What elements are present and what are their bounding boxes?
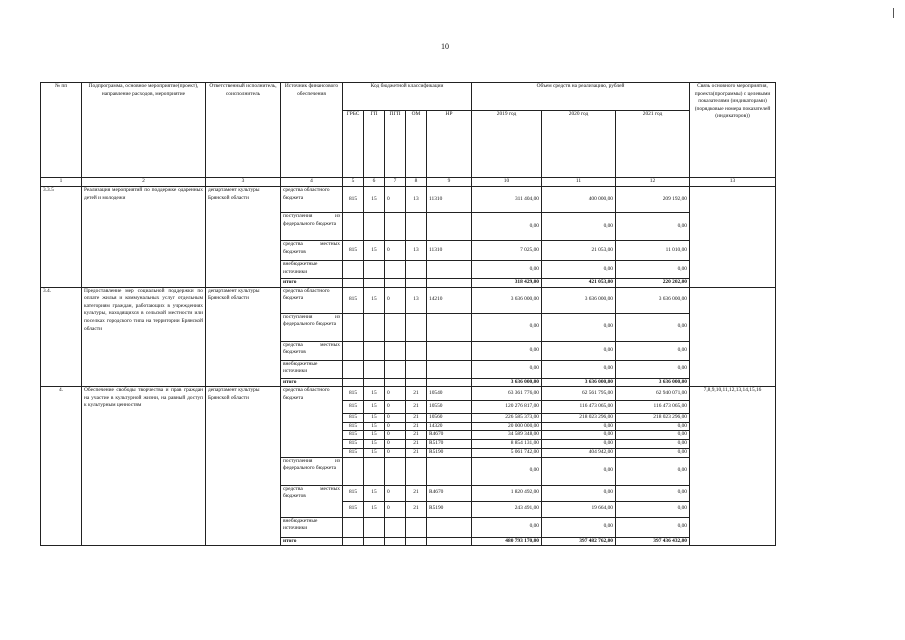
value-2020: 400 000,00 — [542, 187, 616, 213]
value-2020: 404 942,00 — [542, 448, 616, 457]
source-label: внебюджетные источники — [281, 261, 343, 279]
value-2020: 0,00 — [542, 360, 616, 378]
col-num: 11 — [542, 178, 616, 187]
header-2020: 2020 год — [542, 111, 616, 178]
value-2021: 11 010,00 — [616, 241, 690, 261]
total-2020: 421 053,00 — [542, 279, 616, 288]
value-2021: 0,00 — [616, 341, 690, 360]
value-2019: 3 636 000,00 — [472, 287, 542, 313]
row-title: Обеспечение свободы творчества и прав граждан на участие в культурной жизни, на равный доступ к культурным ценностям — [82, 387, 206, 546]
code-gp: 15 — [364, 387, 385, 401]
code-om: 21 — [406, 501, 427, 517]
code-grbs: 815 — [343, 439, 364, 448]
col-num: 1 — [41, 178, 82, 187]
code-pgp: 0 — [385, 485, 406, 501]
code-gp: 15 — [364, 485, 385, 501]
code-pgp: 0 — [385, 439, 406, 448]
code-om: 13 — [406, 187, 427, 213]
code-grbs: 815 — [343, 401, 364, 414]
value-2020: 21 053,00 — [542, 241, 616, 261]
code-om: 21 — [406, 485, 427, 501]
value-2021: 3 636 000,00 — [616, 287, 690, 313]
code-om: 21 — [406, 401, 427, 414]
row-link — [690, 187, 776, 288]
code-np: 10560 — [427, 414, 472, 423]
header-2019: 2019 год — [472, 111, 542, 178]
value-2020: 0,00 — [542, 422, 616, 431]
value-2019: 0,00 — [472, 457, 542, 485]
source-label: итого — [281, 279, 343, 288]
col-num: 10 — [472, 178, 542, 187]
col-num: 5 — [343, 178, 364, 187]
value-2021: 0,00 — [616, 448, 690, 457]
row-no: 3.4. — [41, 287, 82, 387]
code-pgp: 0 — [385, 448, 406, 457]
value-2020: 218 023 296,00 — [542, 414, 616, 423]
code-om: 21 — [406, 422, 427, 431]
col-num: 2 — [82, 178, 206, 187]
header-om: ОМ — [406, 111, 427, 178]
value-2020: 0,00 — [542, 341, 616, 360]
row-executor: департамент культуры Брянской области — [206, 287, 281, 387]
header-subprogram: Подпрограмма, основное мероприятие(проект), направление расходов, мероприятие — [82, 83, 206, 178]
col-num: 9 — [427, 178, 472, 187]
value-2019: 63 361 776,00 — [472, 387, 542, 401]
source-label: поступления из федерального бюджета — [281, 313, 343, 341]
source-label: итого — [281, 537, 343, 546]
value-2021: 0,00 — [616, 261, 690, 279]
value-2020: 0,00 — [542, 485, 616, 501]
code-om: 21 — [406, 414, 427, 423]
header-link: Связь основного мероприятия, проекта(программы) с целевыми показателями (индикаторами) (порядковые номера показателей (индикаторов)) — [690, 83, 776, 178]
value-2021: 0,00 — [616, 457, 690, 485]
code-grbs: 815 — [343, 485, 364, 501]
value-2020: 3 636 000,00 — [542, 287, 616, 313]
code-gp: 15 — [364, 287, 385, 313]
header-code-group: Код бюджетной классификации — [343, 83, 472, 111]
row-executor: департамент культуры Брянской области — [206, 387, 281, 546]
value-2019: 7 025,00 — [472, 241, 542, 261]
code-grbs: 815 — [343, 241, 364, 261]
total-2019: 318 429,00 — [472, 279, 542, 288]
row-no: 4. — [41, 387, 82, 546]
code-gp: 15 — [364, 439, 385, 448]
value-2021: 0,00 — [616, 313, 690, 341]
value-2020: 19 664,00 — [542, 501, 616, 517]
code-gp: 15 — [364, 401, 385, 414]
total-2020: 3 636 000,00 — [542, 378, 616, 387]
source-label: поступления из федерального бюджета — [281, 457, 343, 485]
header-gp: ГП — [364, 111, 385, 178]
code-pgp: 0 — [385, 431, 406, 440]
value-2019: 0,00 — [472, 517, 542, 537]
value-2020: 0,00 — [542, 517, 616, 537]
value-2021: 0,00 — [616, 213, 690, 241]
code-gp: 15 — [364, 431, 385, 440]
value-2020: 0,00 — [542, 213, 616, 241]
col-num: 12 — [616, 178, 690, 187]
code-grbs: 815 — [343, 448, 364, 457]
page-number: 10 — [441, 42, 449, 51]
code-pgp: 0 — [385, 387, 406, 401]
value-2020: 0,00 — [542, 431, 616, 440]
code-grbs: 815 — [343, 387, 364, 401]
source-label: средства местных бюджетов — [281, 341, 343, 360]
value-2019: 8 854 131,00 — [472, 439, 542, 448]
code-np: 14320 — [427, 422, 472, 431]
code-np: 11310 — [427, 241, 472, 261]
value-2021: 62 940 071,00 — [616, 387, 690, 401]
code-np: 10540 — [427, 387, 472, 401]
value-2019: 34 589 348,00 — [472, 431, 542, 440]
code-np: R4670 — [427, 431, 472, 440]
code-np: 10550 — [427, 401, 472, 414]
code-grbs: 815 — [343, 501, 364, 517]
scan-edge-mark — [893, 8, 894, 18]
value-2021: 0,00 — [616, 501, 690, 517]
value-2021: 0,00 — [616, 517, 690, 537]
value-2020: 62 561 795,00 — [542, 387, 616, 401]
code-om: 13 — [406, 287, 427, 313]
value-2021: 218 023 296,00 — [616, 414, 690, 423]
header-no: № пп — [41, 83, 82, 178]
source-label: средства местных бюджетов — [281, 485, 343, 517]
code-om: 13 — [406, 241, 427, 261]
code-gp: 15 — [364, 422, 385, 431]
source-label: итого — [281, 378, 343, 387]
code-np: R5170 — [427, 439, 472, 448]
value-2021: 0,00 — [616, 360, 690, 378]
header-pgp: ПГП — [385, 111, 406, 178]
value-2019: 0,00 — [472, 213, 542, 241]
total-2020: 397 482 762,00 — [542, 537, 616, 546]
header-volume-group: Объем средств на реализацию, рублей — [472, 83, 690, 111]
header-grbs: ГРБС — [343, 111, 364, 178]
row-no: 3.3.5 — [41, 187, 82, 288]
col-num: 3 — [206, 178, 281, 187]
code-om: 21 — [406, 387, 427, 401]
col-num: 4 — [281, 178, 343, 187]
value-2019: 120 276 817,00 — [472, 401, 542, 414]
header-source: Источник финансового обеспечения — [281, 83, 343, 178]
value-2019: 5 061 742,00 — [472, 448, 542, 457]
col-num: 8 — [406, 178, 427, 187]
value-2021: 0,00 — [616, 439, 690, 448]
code-pgp: 0 — [385, 241, 406, 261]
row-title: Предоставление мер социальной поддержки по оплате жилья и коммунальных услуг отдельным категориям граждан, работающих в учреждениях культуры, находящихся в сельской местности или поселках городского типа на территории Брянской области — [82, 287, 206, 387]
code-pgp: 0 — [385, 187, 406, 213]
value-2019: 243 491,00 — [472, 501, 542, 517]
source-label: средства местных бюджетов — [281, 241, 343, 261]
value-2021: 0,00 — [616, 485, 690, 501]
col-num: 6 — [364, 178, 385, 187]
value-2020: 116 473 065,00 — [542, 401, 616, 414]
value-2020: 0,00 — [542, 457, 616, 485]
table-row — [41, 187, 776, 213]
code-grbs: 815 — [343, 287, 364, 313]
source-label: средства областного бюджета — [281, 387, 343, 457]
header-2021: 2021 год — [616, 111, 690, 178]
code-pgp: 0 — [385, 287, 406, 313]
total-2021: 3 636 000,00 — [616, 378, 690, 387]
row-link: 7,8,9,10,11,12,13,14,15,16 — [690, 387, 776, 546]
code-pgp: 0 — [385, 401, 406, 414]
code-pgp: 0 — [385, 422, 406, 431]
code-grbs: 815 — [343, 431, 364, 440]
code-np: 11310 — [427, 187, 472, 213]
code-pgp: 0 — [385, 501, 406, 517]
code-gp: 15 — [364, 241, 385, 261]
code-om: 21 — [406, 439, 427, 448]
value-2019: 226 585 373,00 — [472, 414, 542, 423]
row-title: Реализация мероприятий по поддержке одаренных детей и молодежи — [82, 187, 206, 288]
code-gp: 15 — [364, 501, 385, 517]
value-2019: 0,00 — [472, 313, 542, 341]
code-grbs: 815 — [343, 414, 364, 423]
code-gp: 15 — [364, 414, 385, 423]
header-np: НР — [427, 111, 472, 178]
col-num: 13 — [690, 178, 776, 187]
value-2019: 20 000 000,00 — [472, 422, 542, 431]
code-np: R4670 — [427, 485, 472, 501]
code-gp: 15 — [364, 448, 385, 457]
row-executor: департамент культуры Брянской области — [206, 187, 281, 288]
code-np: 14210 — [427, 287, 472, 313]
total-2019: 3 636 000,00 — [472, 378, 542, 387]
code-np: R5190 — [427, 501, 472, 517]
column-number-row — [41, 178, 776, 187]
source-label: средства областного бюджета — [281, 287, 343, 313]
total-2021: 220 202,00 — [616, 279, 690, 288]
value-2021: 0,00 — [616, 422, 690, 431]
source-label: внебюджетные источники — [281, 517, 343, 537]
value-2019: 0,00 — [472, 341, 542, 360]
value-2019: 1 820 492,00 — [472, 485, 542, 501]
code-om: 21 — [406, 448, 427, 457]
source-label: внебюджетные источники — [281, 360, 343, 378]
code-pgp: 0 — [385, 414, 406, 423]
total-2019: 480 793 170,00 — [472, 537, 542, 546]
code-np: R5190 — [427, 448, 472, 457]
table-row — [41, 287, 776, 313]
value-2020: 0,00 — [542, 261, 616, 279]
source-label: средства областного бюджета — [281, 187, 343, 213]
header-executor: Ответственный исполнитель, соисполнитель — [206, 83, 281, 178]
code-grbs: 815 — [343, 187, 364, 213]
budget-table — [40, 82, 776, 546]
value-2020: 0,00 — [542, 439, 616, 448]
value-2021: 0,00 — [616, 431, 690, 440]
code-grbs: 815 — [343, 422, 364, 431]
value-2019: 0,00 — [472, 261, 542, 279]
value-2021: 209 192,00 — [616, 187, 690, 213]
col-num: 7 — [385, 178, 406, 187]
source-label: поступления из федерального бюджета — [281, 213, 343, 241]
value-2021: 116 473 065,00 — [616, 401, 690, 414]
value-2019: 0,00 — [472, 360, 542, 378]
total-2021: 397 436 432,00 — [616, 537, 690, 546]
value-2019: 311 404,00 — [472, 187, 542, 213]
code-om: 21 — [406, 431, 427, 440]
code-gp: 15 — [364, 187, 385, 213]
row-link — [690, 287, 776, 387]
table-row — [41, 387, 776, 401]
value-2020: 0,00 — [542, 313, 616, 341]
